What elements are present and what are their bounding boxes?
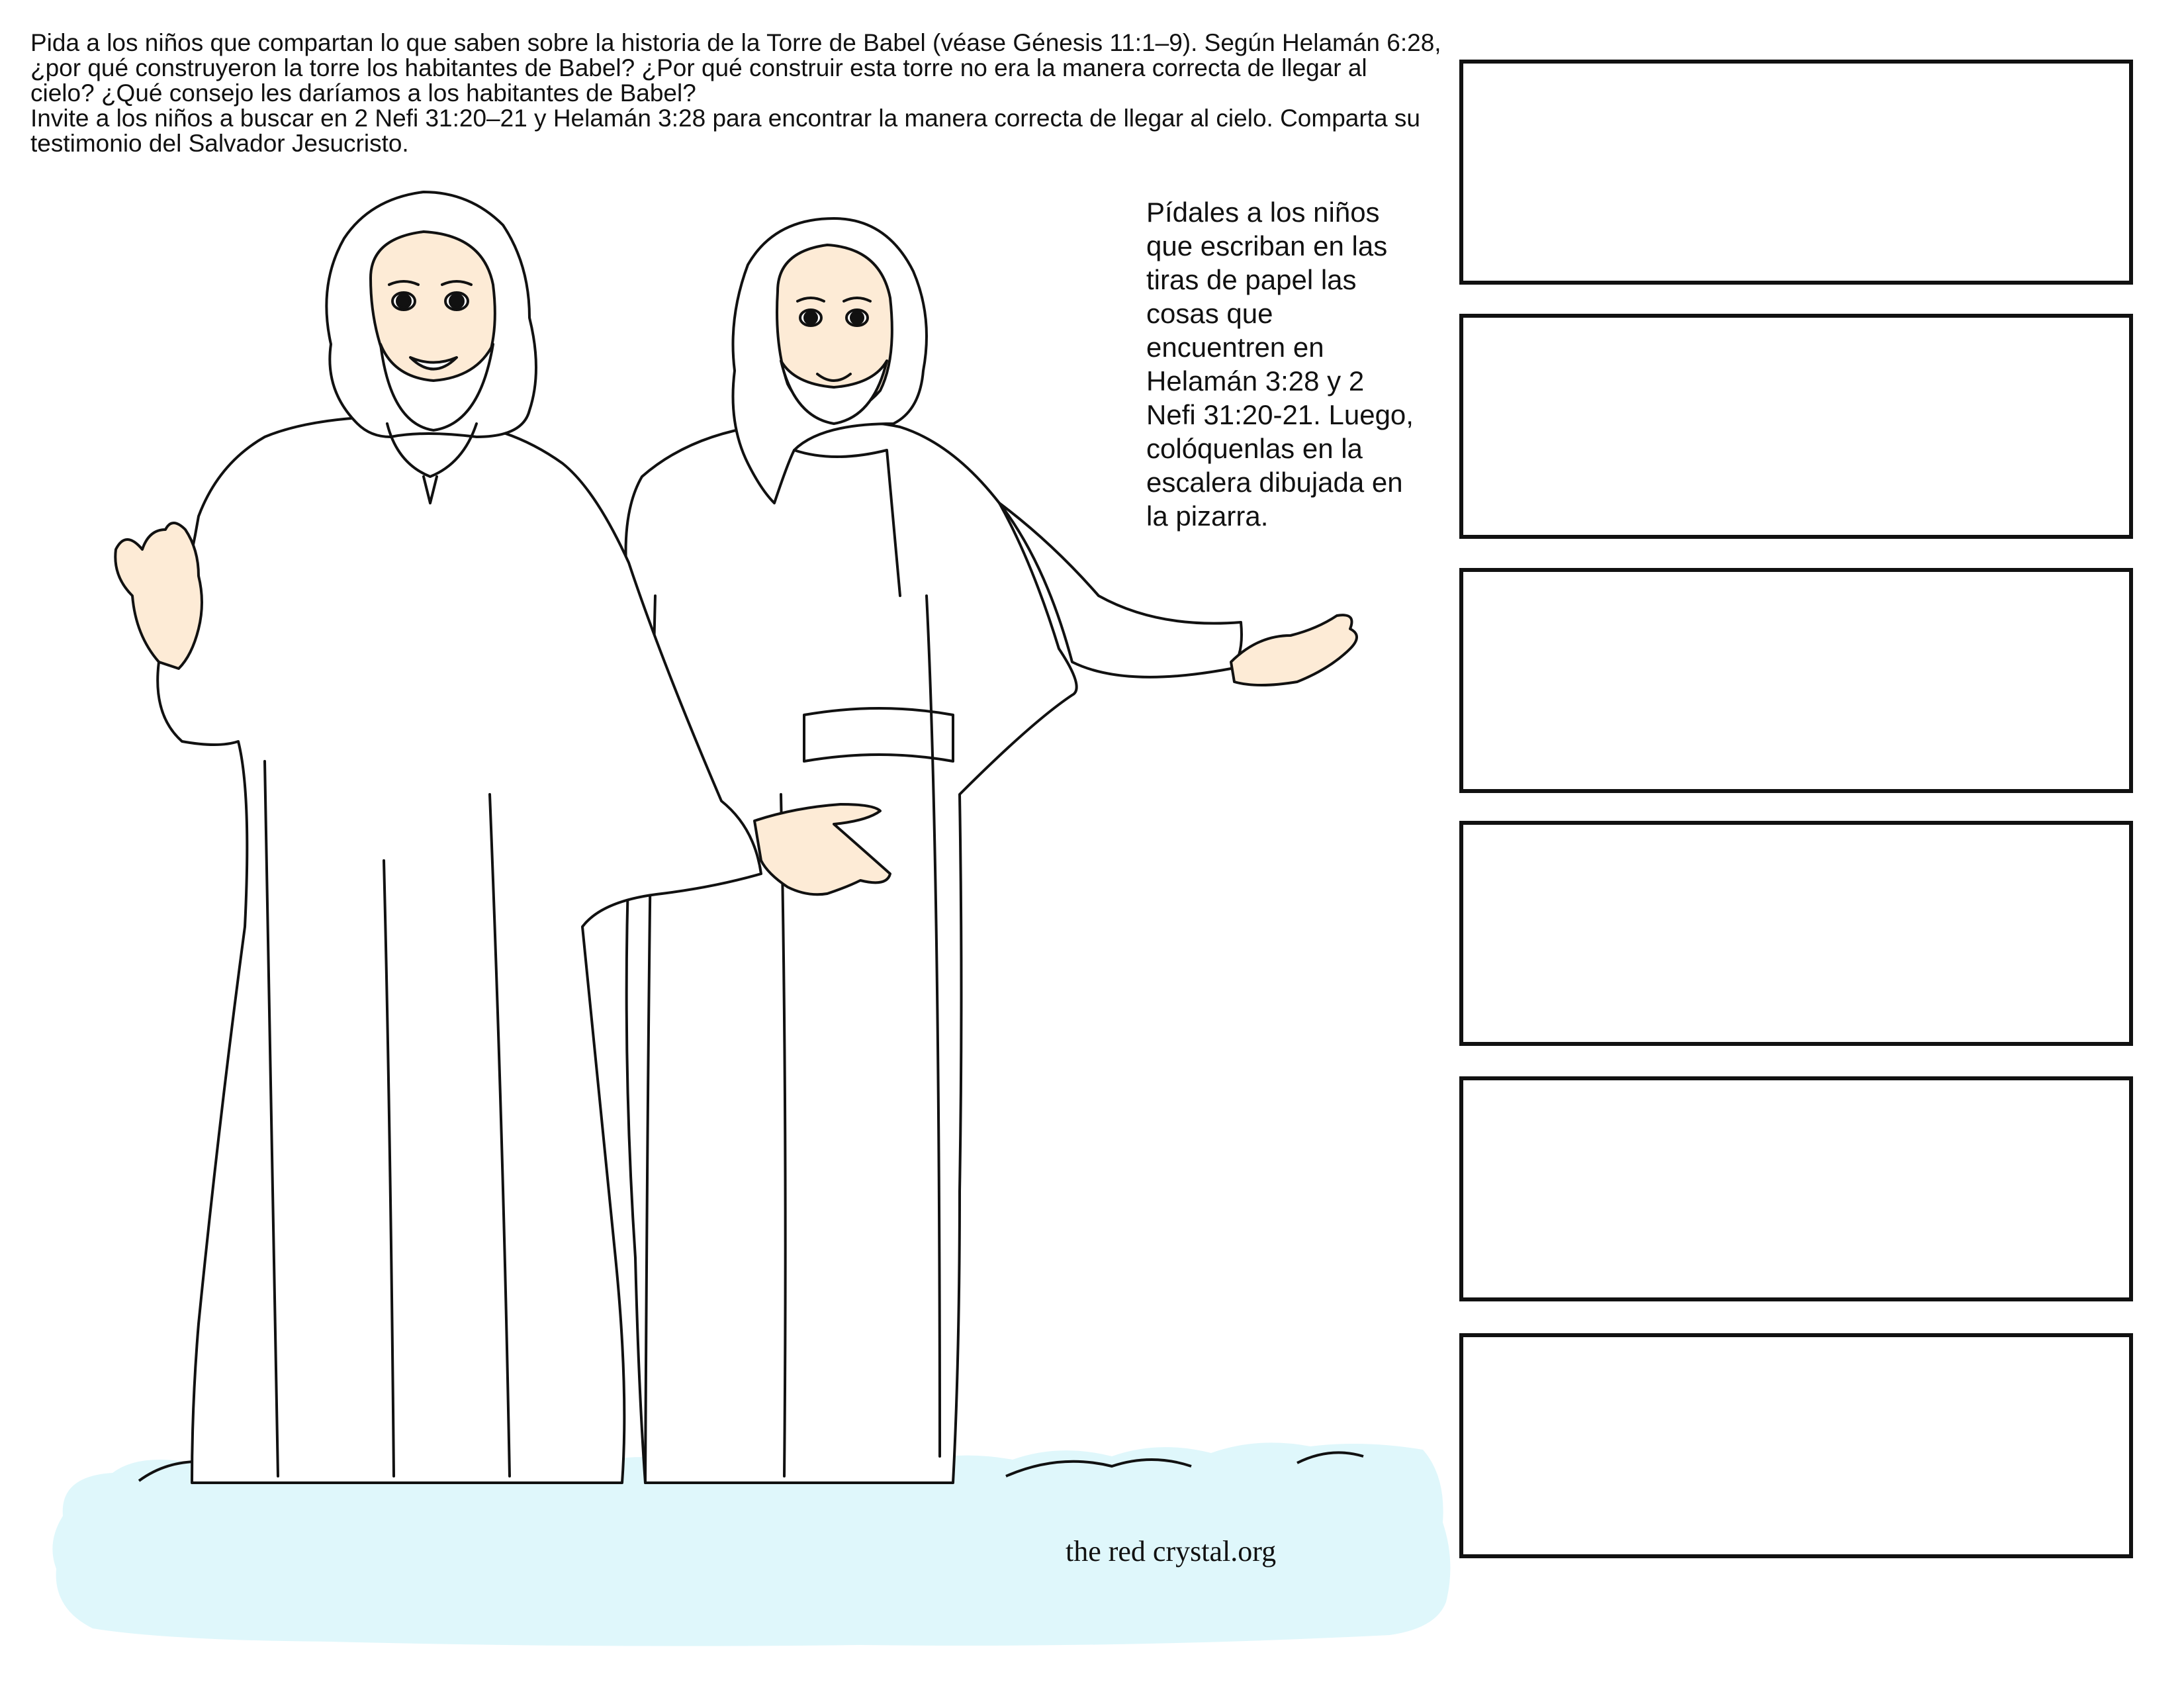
- side-note-line: Helamán 3:28 y 2: [1146, 365, 1365, 397]
- side-note-line: cosas que: [1146, 298, 1273, 329]
- instructions-text: [30, 30, 1447, 156]
- paper-strip-1[interactable]: [1459, 60, 2133, 285]
- paper-strip-3[interactable]: [1459, 568, 2133, 793]
- side-note-line: que escriban en las: [1146, 230, 1388, 261]
- instructions-line: ¿por qué construyeron la torre los habitantes de Babel? ¿Por qué construir esta torre no era la manera correcta de llegar al: [30, 54, 1367, 81]
- side-note-line: Pídales a los niños: [1146, 197, 1380, 228]
- instructions-line: testimonio del Salvador Jesucristo.: [30, 130, 409, 157]
- instructions-line: Pida a los niños que compartan lo que saben sobre la historia de la Torre de Babel (véase Génesis 11:1–9). Según Helamán 6:28,: [30, 29, 1441, 56]
- side-note-line: tiras de papel las: [1146, 264, 1357, 295]
- instructions-line: cielo? ¿Qué consejo les daríamos a los habitantes de Babel?: [30, 79, 696, 107]
- paper-strip-5[interactable]: [1459, 1076, 2133, 1301]
- side-note-line: colóquenlas en la: [1146, 433, 1363, 464]
- side-note-line: Nefi 31:20-21. Luego,: [1146, 399, 1414, 430]
- watermark: the red crystal.org: [1066, 1535, 1277, 1568]
- paper-strip-6[interactable]: [1459, 1333, 2133, 1558]
- paper-strip-2[interactable]: [1459, 314, 2133, 539]
- side-note-line: encuentren en: [1146, 332, 1324, 363]
- side-note-line: escalera dibujada en: [1146, 467, 1403, 498]
- side-note: [1146, 195, 1424, 533]
- instructions-line: Invite a los niños a buscar en 2 Nefi 31:20–21 y Helamán 3:28 para encontrar la manera correcta de llegar al cielo. Comparta su: [30, 105, 1420, 132]
- side-note-line: la pizarra.: [1146, 500, 1269, 532]
- paper-strip-4[interactable]: [1459, 821, 2133, 1046]
